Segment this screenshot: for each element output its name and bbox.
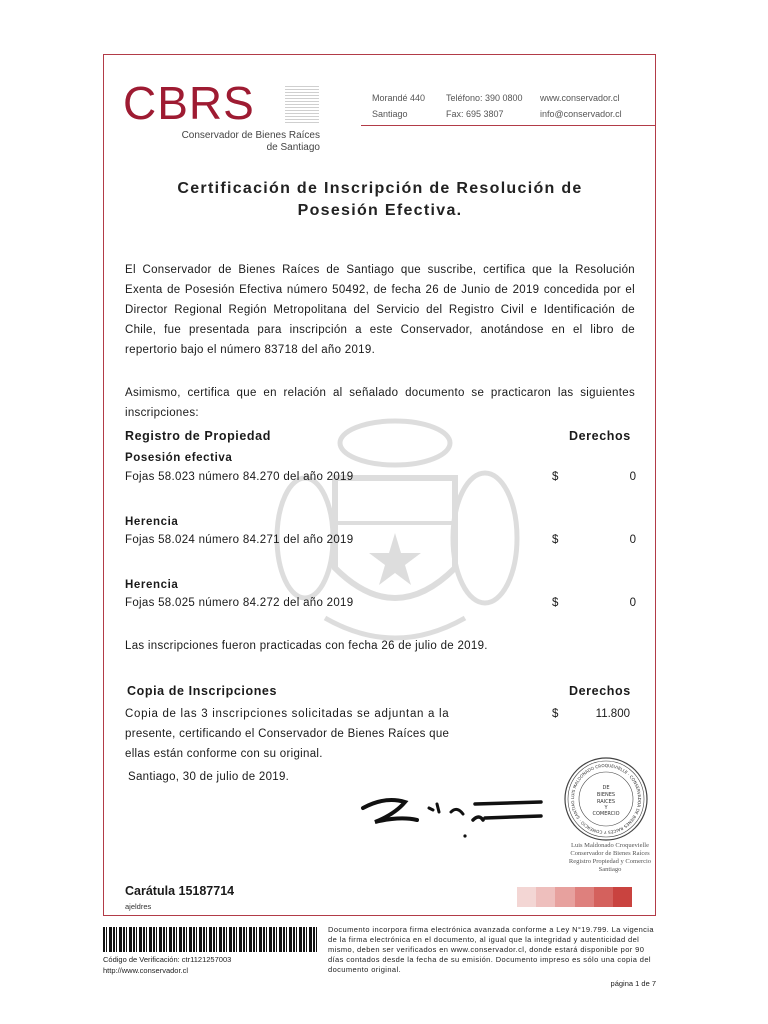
caratula-number: Carátula 15187714 [125,884,235,898]
entry-amount: 0 [629,534,636,546]
document-title [120,178,640,222]
seal-caption-line2: Conservador de Bienes Raíces [570,850,650,857]
entry-currency: $ [552,597,559,609]
address-line1: Morandé 440 [372,93,426,103]
copia-currency: $ [552,708,559,720]
signature-image [355,790,555,840]
phone-text: Teléfono: 390 0800 [446,93,523,103]
color-swatch [555,887,574,907]
registro-derechos-heading: Derechos [569,429,631,443]
logo-subtitle-line2: de Santiago [266,142,320,153]
logo-subtitle [170,130,320,154]
seal-caption [545,842,675,874]
color-swatch [575,887,594,907]
email-link[interactable]: info@conservador.cl [540,109,622,119]
copia-derechos-heading: Derechos [569,684,631,698]
color-swatch [613,887,632,907]
copia-amount: 11.800 [595,708,630,720]
title-line1: Certificación de Inscripción de Resolución de [177,180,583,197]
seal-caption-line1: Luis Maldonado Croquevielle [571,842,649,849]
seal-caption-line4: Santiago [598,866,622,873]
copia-line3: ellas están conforme con su original. [125,748,323,760]
seal-center-5: COMERCIO [592,811,620,817]
address-line2: Santiago [372,109,408,119]
color-swatch [594,887,613,907]
date-place: Santiago, 30 de julio de 2019. [128,771,290,783]
entry-amount: 0 [629,597,636,609]
footer-url[interactable]: http://www.conservador.cl [103,966,189,975]
logo-subtitle-line1: Conservador de Bienes Raíces [181,130,320,141]
web-link[interactable]: www.conservador.cl [540,93,620,103]
entry-type: Herencia [125,579,179,591]
entry-currency: $ [552,471,559,483]
cbrs-logo: CBRS [123,77,255,129]
color-swatch [517,887,536,907]
seal-center-3: RAICES [597,799,615,805]
verification-barcode [103,927,319,952]
seal-center-2: BIENES [596,792,616,798]
entry-detail: Fojas 58.024 número 84.271 del año 2019 [125,534,354,546]
inscription-date-note: Las inscripciones fueron practicadas con fecha 26 de julio de 2019. [125,640,488,652]
page-number: página 1 de 7 [610,979,656,988]
contact-address [372,90,425,122]
copia-line1: Copia de las 3 inscripciones solicitadas se adjuntan a la [125,708,450,720]
color-swatch [536,887,555,907]
seal-center-1: DE [602,785,610,791]
entry-type: Herencia [125,516,179,528]
copia-heading: Copia de Inscripciones [127,684,278,698]
seal-caption-line3: Registro Propiedad y Comercio [568,858,652,865]
header-divider [361,125,656,126]
entry-detail: Fojas 58.023 número 84.270 del año 2019 [125,471,354,483]
user-name: ajeldres [125,902,152,911]
logo-stripes [285,86,319,124]
contact-web [540,90,622,122]
seal-ring-text: LUIS MALDONADO CROQUEVIELLE · CONSERVADOR DE BIENES RAICES Y COMERCIO · SANTIAG [569,762,643,836]
certification-paragraph: El Conservador de Bienes Raíces de Santiago que suscribe, certifica que la Resolución Exenta de Posesión Efectiva número 50492, de fecha 26 de Junio de 2019 concedida por el Director Regional Región Metropolitana del Servicio del Registro Civil e Identificación de Chile, fue presentada para inscripción a este Conservador, anotándose en el libro de repertorio bajo el número 83718 del año 2019. [125,264,635,356]
seal-center-4: Y [604,805,608,811]
verification-code: Código de Verificación: ctr1121257003 [103,955,232,964]
copia-line2: presente, certificando el Conservador de Bienes Raíces que [125,728,450,740]
inscriptions-intro: Asimismo, certifica que en relación al señalado documento se practicaron las siguientes inscripciones: [125,387,635,419]
entry-currency: $ [552,534,559,546]
registro-heading: Registro de Propiedad [125,429,271,443]
contact-phones [446,90,523,122]
entry-detail: Fojas 58.025 número 84.272 del año 2019 [125,597,354,609]
fax-text: Fax: 695 3807 [446,109,504,119]
entry-amount: 0 [629,471,636,483]
entry-type: Posesión efectiva [125,452,233,464]
color-gradient-bar [517,887,632,907]
conservador-seal [563,756,649,842]
legal-note: Documento incorpora firma electrónica avanzada conforme a Ley N°19.799. La vigencia de la firma electrónica en el documento, al igual que la integridad y autenticidad del mismo, deben ser verificados en www.conservador.cl, donde estará disponible por 90 días contados desde la fecha de su emisión. Documento impreso es sólo una copia del documento original. [328,925,654,974]
title-line2: Posesión Efectiva. [297,202,463,219]
